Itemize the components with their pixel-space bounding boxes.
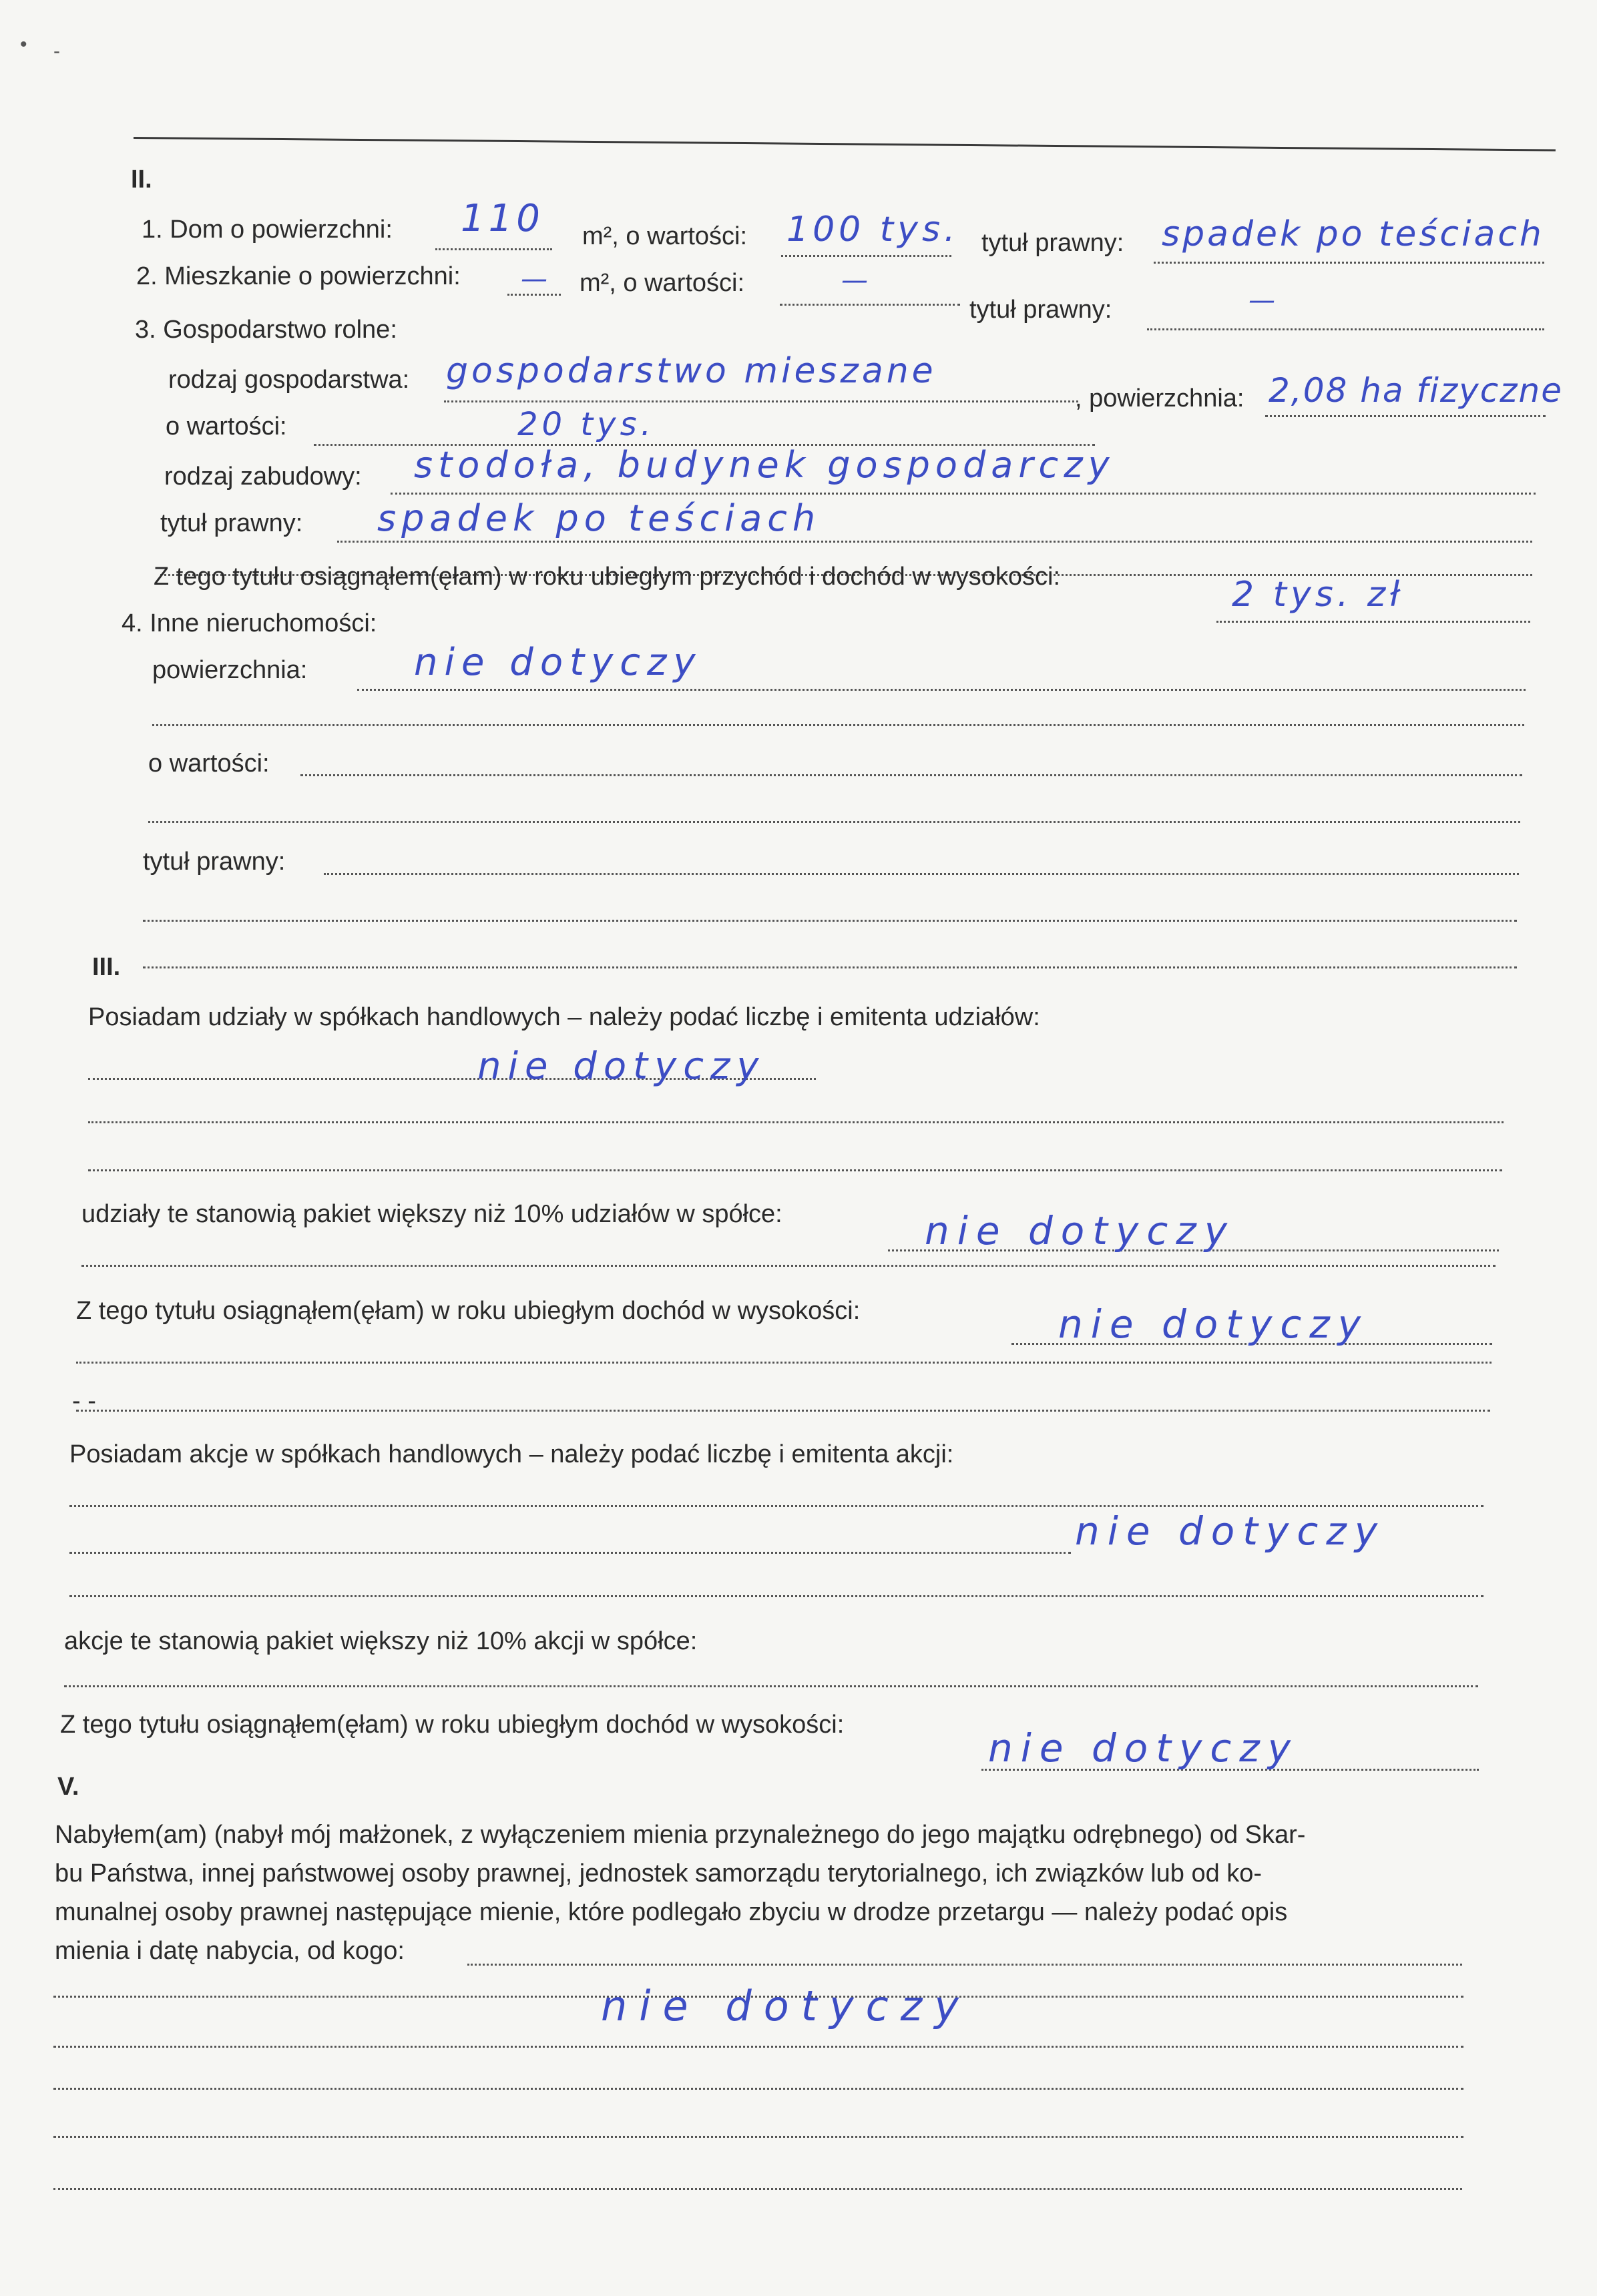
para-line-2: bu Państwa, innej państwowej osoby prawnej, jednostek samorządu terytorialnego, ich związków lub od ko- <box>55 1859 1263 1888</box>
inne-extra-line-1 <box>152 724 1524 726</box>
dom-value: 100 tys. <box>786 210 959 250</box>
shares-packet-value: nie dotyczy <box>925 1208 1236 1253</box>
section-II-heading: II. <box>131 166 152 194</box>
mieszkanie-title-label: tytuł prawny: <box>969 296 1112 324</box>
acquisition-paragraph <box>55 1815 1490 1970</box>
shares-label: Posiadam udziały w spółkach handlowych – należy podać liczbę i emitenta udziałów: <box>88 1003 1040 1031</box>
acquisition-value: nie dotyczy <box>601 1982 971 2030</box>
mieszkanie-unit: m², o wartości: <box>580 269 745 297</box>
stocks-line-2 <box>69 1552 1071 1554</box>
mieszkanie-label: 2. Mieszkanie o powierzchni: <box>136 262 461 290</box>
inne-value-label: o wartości: <box>148 750 270 778</box>
mieszkanie-value-line <box>780 304 960 306</box>
inne-value-line <box>300 774 1522 776</box>
dom-area-value: 110 <box>461 197 544 240</box>
stocks-packet-line <box>64 1685 1478 1687</box>
dom-title-line <box>1154 262 1544 264</box>
shares-line-2 <box>88 1121 1504 1123</box>
gospodarstwo-build-line <box>391 493 1536 495</box>
mieszkanie-title-value: — <box>1248 285 1279 316</box>
gospodarstwo-value-value: 20 tys. <box>517 406 655 443</box>
stocks-line-3 <box>69 1595 1484 1597</box>
dom-label: 1. Dom o powierzchni: <box>142 216 393 244</box>
gospodarstwo-title-line <box>337 541 1532 543</box>
stocks-value: nie dotyczy <box>1075 1508 1386 1554</box>
gospodarstwo-area-label: , powierzchnia: <box>1075 384 1244 412</box>
shares-packet-extra-line <box>81 1265 1496 1267</box>
inne-extra-line-4 <box>143 966 1517 968</box>
stocks-line-1 <box>69 1505 1484 1507</box>
section-IV-heading: - - <box>72 1387 96 1415</box>
mieszkanie-area-value: — <box>521 264 551 294</box>
gospodarstwo-income-value: 2 tys. zł <box>1232 575 1404 615</box>
section-V-heading: V. <box>57 1773 79 1801</box>
shares-income-extra-line <box>76 1362 1492 1364</box>
shares-income-extra-line-2 <box>76 1410 1490 1412</box>
shares-line-3 <box>88 1169 1502 1171</box>
acquisition-line-4 <box>53 2136 1463 2138</box>
corner-mark: • <box>20 33 27 55</box>
shares-income-label: Z tego tytułu osiągnąłem(ęłam) w roku ubiegłym dochód w wysokości: <box>76 1297 861 1325</box>
shares-income-value: nie dotyczy <box>1058 1302 1369 1347</box>
gospodarstwo-income-line <box>1216 621 1530 623</box>
stocks-label: Posiadam akcje w spółkach handlowych – należy podać liczbę i emitenta akcji: <box>69 1440 954 1468</box>
inne-title-line <box>324 873 1519 875</box>
gospodarstwo-area-value: 2,08 ha fizyczne <box>1269 371 1563 410</box>
inne-title-label: tytuł prawny: <box>143 848 286 876</box>
para-line-4: mienia i datę nabycia, od kogo: <box>55 1937 405 1965</box>
mieszkanie-value: — <box>841 265 872 296</box>
dom-value-line <box>781 255 951 257</box>
shares-value: nie dotyczy <box>477 1045 766 1088</box>
gospodarstwo-title-value: spadek po teściach <box>377 497 821 539</box>
acquisition-line-5 <box>53 2188 1462 2190</box>
shares-packet-label: udziały te stanowią pakiet większy niż 10% udziałów w spółce: <box>81 1200 782 1228</box>
gospodarstwo-label: 3. Gospodarstwo rolne: <box>135 316 397 344</box>
dom-area-line <box>435 248 552 250</box>
inne-label: 4. Inne nieruchomości: <box>122 609 377 637</box>
gospodarstwo-type-line <box>444 400 1078 402</box>
mieszkanie-title-line <box>1147 328 1544 330</box>
top-rule <box>134 137 1556 152</box>
dom-title-label: tytuł prawny: <box>981 229 1124 257</box>
inne-area-line <box>357 689 1526 691</box>
gospodarstwo-title-label: tytuł prawny: <box>160 509 303 537</box>
dom-unit: m², o wartości: <box>582 222 748 250</box>
inne-area-value: nie dotyczy <box>414 641 702 684</box>
inne-extra-line-3 <box>143 920 1517 922</box>
dom-title-value: spadek po teściach <box>1162 214 1544 254</box>
inne-area-label: powierzchnia: <box>152 656 308 684</box>
inne-extra-line-2 <box>148 821 1520 823</box>
gospodarstwo-income-label: Z tego tytułu osiągnąłem(ęłam) w roku ubiegłym przychód i dochód w wysokości: <box>154 563 1061 591</box>
corner-dash: - <box>53 40 60 62</box>
para-line-3: munalnej osoby prawnej następujące mienie, które podlegało zbyciu w drodze przetargu — należy podać opis <box>55 1898 1288 1926</box>
acquisition-line-2 <box>53 2046 1463 2048</box>
stocks-income-value: nie dotyczy <box>988 1725 1299 1771</box>
section-III-heading: III. <box>92 953 121 981</box>
para-line-1: Nabyłem(am) (nabył mój małżonek, z wyłączeniem mienia przynależnego do jego majątku odrębnego) od Skar- <box>55 1821 1306 1849</box>
stocks-income-label: Z tego tytułu osiągnąłem(ęłam) w roku ubiegłym dochód w wysokości: <box>60 1711 845 1739</box>
acquisition-line-0 <box>467 1964 1462 1966</box>
gospodarstwo-area-line <box>1265 415 1546 417</box>
gospodarstwo-build-value: stodoła, budynek gospodarczy <box>414 444 1115 486</box>
gospodarstwo-value-label: o wartości: <box>166 412 287 441</box>
acquisition-line-3 <box>53 2088 1463 2090</box>
stocks-packet-label: akcje te stanowią pakiet większy niż 10% akcji w spółce: <box>64 1627 698 1655</box>
gospodarstwo-type-value: gospodarstwo mieszane <box>446 351 937 391</box>
gospodarstwo-type-label: rodzaj gospodarstwa: <box>168 366 410 394</box>
gospodarstwo-build-label: rodzaj zabudowy: <box>164 463 362 491</box>
